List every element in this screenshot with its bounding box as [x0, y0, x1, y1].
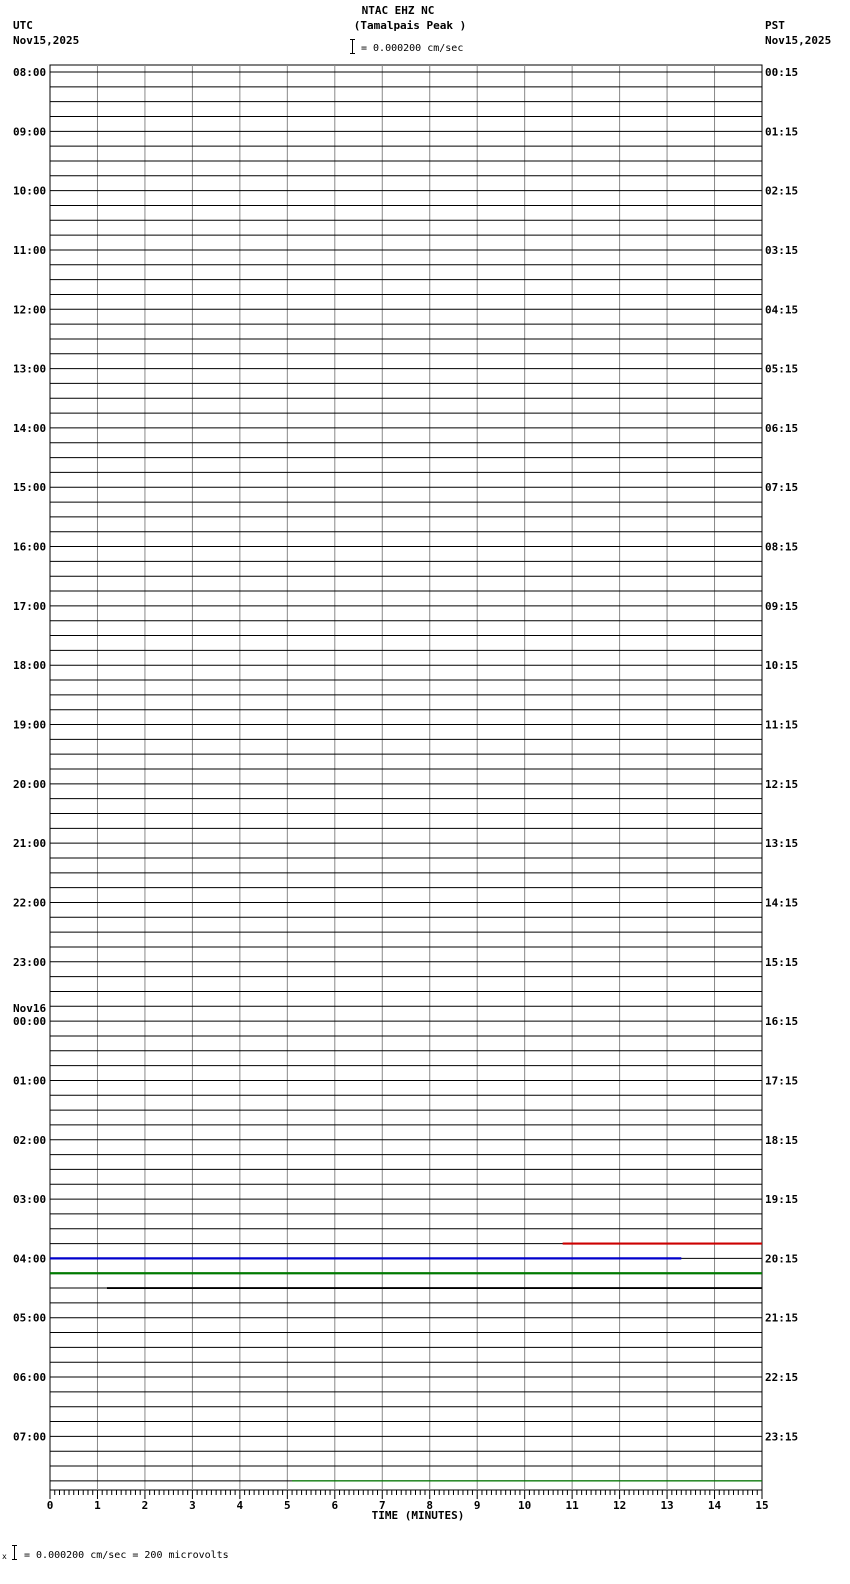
utc-hour-label: 01:00 — [13, 1074, 47, 1088]
utc-hour-label: 16:00 — [13, 540, 47, 554]
utc-hour-label: 09:00 — [13, 125, 47, 139]
pst-hour-label: 05:15 — [765, 362, 799, 376]
utc-hour-label: 12:00 — [13, 303, 47, 317]
x-axis-label: TIME (MINUTES) — [371, 1509, 465, 1522]
footer-scale-text: = 0.000200 cm/sec = 200 microvolts — [24, 1550, 229, 1561]
x-tick-label: 9 — [473, 1499, 481, 1512]
right-date: Nov15,2025 — [765, 34, 832, 47]
utc-hour-label: 21:00 — [13, 837, 47, 851]
pst-hour-label: 15:15 — [765, 955, 799, 969]
footer-prefix: x — [2, 1552, 7, 1561]
utc-hour-label: 19:00 — [13, 718, 47, 732]
pst-hour-label: 20:15 — [765, 1252, 799, 1266]
x-tick-label: 7 — [378, 1499, 386, 1512]
pst-hour-label: 03:15 — [765, 243, 799, 257]
x-tick-label: 10 — [518, 1499, 532, 1512]
pst-hour-label: 06:15 — [765, 421, 799, 435]
pst-hour-label: 19:15 — [765, 1193, 799, 1207]
x-tick-label: 2 — [141, 1499, 149, 1512]
pst-hour-label: 13:15 — [765, 837, 799, 851]
x-tick-label: 4 — [236, 1499, 244, 1512]
footer-scale-bar-icon — [14, 1545, 15, 1560]
pst-hour-label: 04:15 — [765, 303, 799, 317]
utc-hour-label: 22:00 — [13, 896, 47, 910]
pst-hour-label: 01:15 — [765, 125, 799, 139]
x-tick-label: 3 — [189, 1499, 196, 1512]
pst-hour-label: 14:15 — [765, 896, 799, 910]
utc-hour-label: 13:00 — [13, 362, 47, 376]
utc-hour-label: 17:00 — [13, 599, 47, 613]
utc-hour-label: 14:00 — [13, 421, 47, 435]
x-tick-label: 8 — [426, 1499, 434, 1512]
x-tick-label: 6 — [331, 1499, 339, 1512]
pst-hour-label: 10:15 — [765, 659, 799, 673]
pst-hour-label: 22:15 — [765, 1371, 799, 1385]
pst-hour-label: 02:15 — [765, 184, 799, 198]
pst-hour-label: 07:15 — [765, 481, 799, 495]
utc-hour-label: 10:00 — [13, 184, 47, 198]
x-tick-label: 11 — [565, 1499, 579, 1512]
location-title: (Tamalpais Peak ) — [353, 19, 467, 32]
right-timezone: PST — [765, 19, 785, 32]
utc-hour-label: 06:00 — [13, 1371, 47, 1385]
left-date: Nov15,2025 — [13, 34, 80, 47]
utc-hour-label: 00:00 — [13, 1015, 47, 1029]
pst-hour-label: 00:15 — [765, 66, 799, 79]
pst-hour-label: 11:15 — [765, 718, 799, 732]
left-timezone: UTC — [13, 19, 33, 32]
x-tick-label: 13 — [660, 1499, 674, 1512]
utc-hour-label: 02:00 — [13, 1133, 47, 1147]
pst-hour-label: 16:15 — [765, 1015, 799, 1029]
utc-hour-label: 11:00 — [13, 243, 47, 257]
scale-label: = 0.000200 cm/sec — [361, 43, 464, 54]
utc-hour-label: 08:00 — [13, 66, 47, 79]
next-date-label: Nov16 — [13, 1002, 47, 1015]
x-tick-label: 0 — [46, 1499, 54, 1512]
utc-hour-label: 05:00 — [13, 1311, 47, 1325]
x-tick-label: 1 — [94, 1499, 101, 1512]
pst-hour-label: 17:15 — [765, 1074, 799, 1088]
utc-hour-label: 04:00 — [13, 1252, 47, 1266]
plot-frame — [50, 65, 762, 1490]
x-tick-label: 12 — [612, 1499, 627, 1512]
pst-hour-label: 23:15 — [765, 1430, 799, 1444]
utc-hour-label: 07:00 — [13, 1430, 47, 1444]
pst-hour-label: 12:15 — [765, 777, 799, 791]
utc-hour-label: 03:00 — [13, 1193, 47, 1207]
utc-hour-label: 15:00 — [13, 481, 47, 495]
x-tick-label: 5 — [284, 1499, 291, 1512]
utc-hour-label: 20:00 — [13, 777, 47, 791]
pst-hour-label: 21:15 — [765, 1311, 799, 1325]
x-tick-label: 14 — [707, 1499, 722, 1512]
x-tick-label: 15 — [755, 1499, 769, 1512]
pst-hour-label: 09:15 — [765, 599, 799, 613]
pst-hour-label: 18:15 — [765, 1133, 799, 1147]
pst-hour-label: 08:15 — [765, 540, 799, 554]
utc-hour-label: 23:00 — [13, 955, 47, 969]
utc-hour-label: 18:00 — [13, 659, 47, 673]
station-title: NTAC EHZ NC — [361, 4, 435, 17]
